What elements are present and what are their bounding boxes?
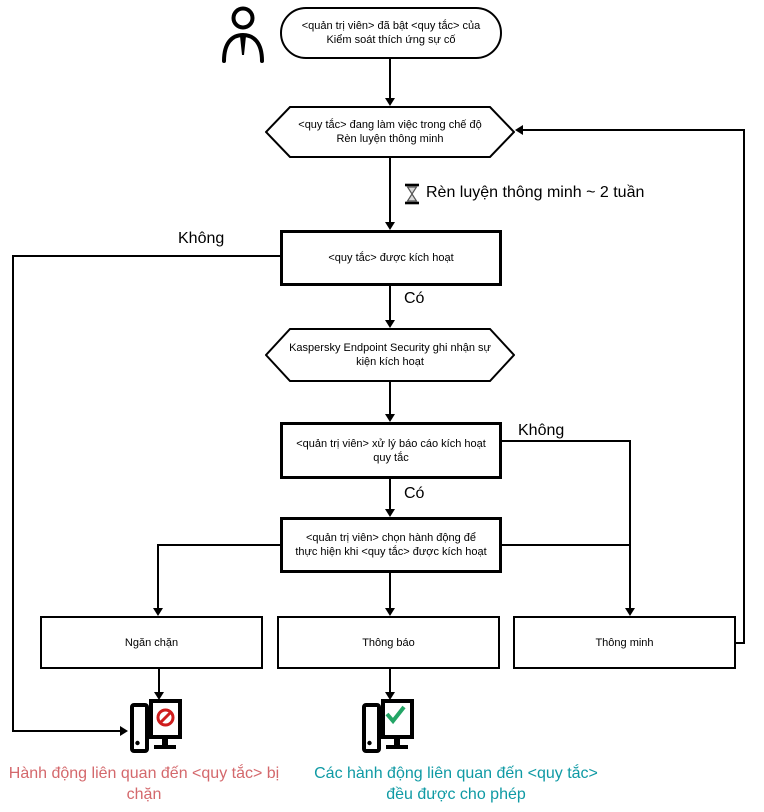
connector-choose-notify (389, 573, 391, 608)
node-start-label: <quản trị viên> đã bật <quy tắc> của Kiểm soát thích ứng sự cố (301, 20, 481, 46)
outcome-allowed-text: Các hành động liên quan đến <quy tắc> đều được cho phép (314, 765, 598, 803)
arrow-right-icon (120, 726, 128, 736)
node-rule-triggered (280, 230, 502, 286)
node-action-smart (513, 616, 736, 669)
node-start (280, 7, 502, 59)
node-report-processed (280, 422, 502, 479)
node-action-block (40, 616, 263, 669)
arrow-down-icon (385, 320, 395, 328)
hourglass-icon (404, 183, 420, 205)
node-action-notify-label: Thông báo (362, 636, 415, 649)
connector-no-left-horizontal (12, 255, 280, 257)
connector-no-right-vertical (629, 440, 631, 608)
connector-smart-loop-top (523, 129, 745, 131)
label-no-left: Không (178, 230, 225, 247)
label-no-right: Không (518, 422, 565, 439)
timer-label: Rèn luyện thông minh ~ 2 tuần (426, 184, 645, 201)
node-action-notify (277, 616, 500, 669)
node-event-logged-label: Kaspersky Endpoint Security ghi nhận sự kiện kích hoạt (289, 342, 491, 368)
connector-report-choose (389, 479, 391, 509)
node-training-mode (265, 106, 515, 158)
arrow-left-icon (515, 125, 523, 135)
connector-choose-smart-horizontal (501, 544, 631, 546)
user-icon (221, 5, 265, 63)
node-action-smart-label: Thông minh (595, 636, 654, 649)
connector-start-training (389, 59, 391, 98)
connector-notify-outcome (389, 669, 391, 692)
node-rule-triggered-label: <quy tắc> được kích hoạt (328, 252, 454, 264)
label-yes-report: Có (404, 485, 425, 502)
arrow-down-icon (625, 608, 635, 616)
arrow-down-icon (153, 608, 163, 616)
node-event-logged (265, 328, 515, 382)
arrow-down-icon (385, 509, 395, 517)
label-yes-triggered: Có (404, 290, 425, 307)
node-choose-action (280, 517, 502, 573)
computer-allowed-icon (361, 699, 415, 755)
connector-smart-loop-vertical (743, 129, 745, 644)
node-choose-action-label: <quản trị viên> chọn hành động để thực hiện khi <quy tắc> được kích hoạt (295, 532, 487, 558)
outcome-blocked-text: Hành động liên quan đến <quy tắc> bị chặn (8, 765, 280, 803)
node-action-block-label: Ngăn chặn (124, 636, 179, 649)
connector-block-outcome (158, 669, 160, 692)
connector-training-triggered (389, 158, 391, 222)
arrow-down-icon (385, 222, 395, 230)
connector-choose-block-vertical (157, 544, 159, 608)
connector-triggered-logged (389, 286, 391, 320)
connector-no-right-horizontal (501, 440, 631, 442)
arrow-down-icon (385, 414, 395, 422)
connector-logged-report (389, 382, 391, 414)
node-training-mode-label: <quy tắc> đang làm việc trong chế độ Rèn luyện thông minh (298, 119, 482, 145)
connector-no-left-bottom (12, 730, 120, 732)
arrow-down-icon (385, 98, 395, 106)
node-report-processed-label: <quản trị viên> xử lý báo cáo kích hoạt quy tắc (296, 437, 486, 464)
arrow-down-icon (385, 608, 395, 616)
computer-blocked-icon (129, 699, 183, 755)
connector-choose-block-horizontal (157, 544, 280, 546)
connector-no-left-vertical (12, 255, 14, 732)
